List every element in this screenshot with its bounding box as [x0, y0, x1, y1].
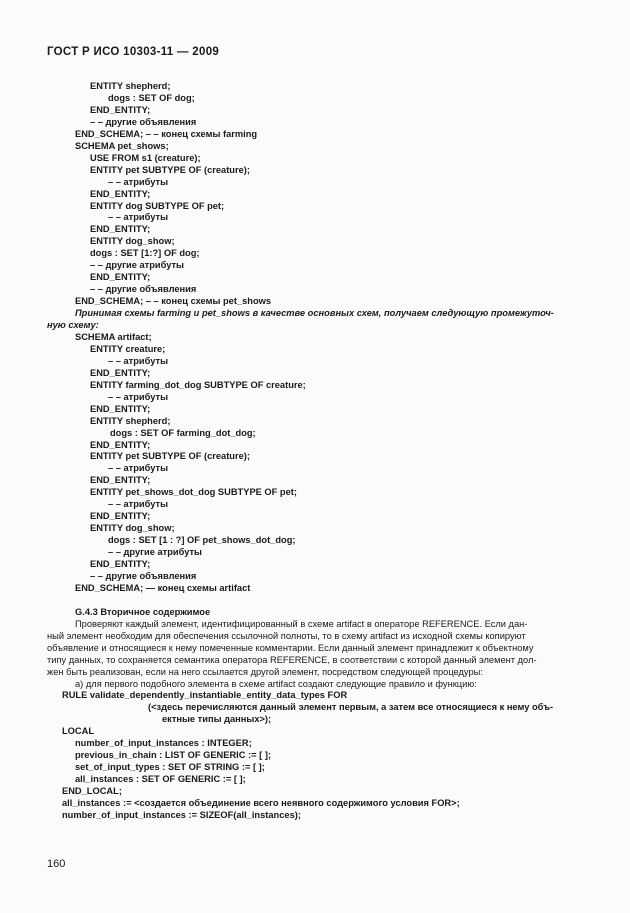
text-line: жен быть реализован, если на него ссылается другой элемент, посредством следующей процедуры: [47, 666, 483, 677]
text-line: all_instances := <создается объединение всего неявного содержимого условия FOR>; [62, 798, 460, 808]
text-line: G.4.3 Вторичное содержимое [75, 606, 211, 617]
text-line: ENTITY shepherd; [90, 415, 171, 426]
text-line: END_ENTITY; [90, 559, 151, 569]
text-line: END_ENTITY; [90, 511, 151, 522]
text-line: ный элемент необходим для обеспечения ссылочной полноты, то в схему artifact из исходной схемы копируют [47, 630, 526, 641]
text-line: END_ENTITY; [90, 403, 151, 414]
text-line: END_ENTITY; [90, 188, 151, 199]
text-line: ENTITY pet SUBTYPE OF (creature); [90, 451, 250, 462]
text-line: Проверяют каждый элемент, идентифицированный в схеме artifact в операторе REFERENCE. Если дан- [75, 618, 528, 629]
text-line: END_ENTITY; [90, 475, 151, 486]
text-line: – – атрибуты [108, 463, 169, 474]
text-line: number_of_input_instances : INTEGER; [75, 738, 252, 749]
text-line: ENTITY creature; [90, 343, 166, 354]
text-line: – – атрибуты [108, 355, 169, 366]
text-line: dogs : SET [1:?] OF dog; [90, 248, 200, 259]
text-line: ENTITY dog_show; [90, 523, 175, 534]
text-line: Принимая схемы farming и pet_shows в качестве основных схем, получаем следующую промежуточ- [75, 308, 554, 319]
text-line: – – другие атрибуты [90, 260, 184, 271]
text-line: all_instances : SET OF GENERIC := [ ]; [75, 774, 246, 785]
text-line: ENTITY shepherd; [90, 81, 171, 91]
text-line: LOCAL [62, 726, 95, 737]
text-line: RULE validate_dependently_instantiable_entity_data_types FOR [62, 690, 348, 701]
text-line: – – атрибуты [108, 499, 169, 510]
text-line: – – атрибуты [108, 176, 169, 187]
text-line: ENTITY dog SUBTYPE OF pet; [90, 200, 225, 211]
text-line: dogs : SET [1 : ?] OF pet_shows_dot_dog; [108, 535, 296, 546]
text-line: – – другие атрибуты [108, 547, 202, 558]
text-line: ектные типы данных>); [162, 714, 272, 725]
text-line: USE FROM s1 (creature); [90, 152, 201, 163]
text-line: END_ENTITY; [90, 439, 151, 450]
text-line: dogs : SET OF farming_dot_dog; [110, 427, 256, 438]
text-line: ную схему: [47, 320, 99, 330]
text-line: previous_in_chain : LIST OF GENERIC := [ ]; [75, 750, 272, 761]
text-line: END_SCHEMA; – – конец схемы pet_shows [75, 296, 272, 307]
text-line: END_SCHEMA; — конец схемы artifact [75, 582, 251, 593]
text-line: объявление и относящиеся к нему помеченные комментарии. Если данный элемент принадлежит к объектному [47, 642, 534, 653]
text-line: dogs : SET OF dog; [108, 92, 195, 103]
page-header: ГОСТ Р ИСО 10303-11 — 2009 [47, 46, 220, 58]
text-line: SCHEMA artifact; [75, 331, 152, 342]
text-line: ENTITY farming_dot_dog SUBTYPE OF creature; [90, 379, 306, 390]
text-line: END_ENTITY; [90, 104, 151, 115]
text-line: ENTITY pet_shows_dot_dog SUBTYPE OF pet; [90, 487, 297, 498]
text-line: END_LOCAL; [62, 786, 122, 797]
text-line: ENTITY dog_show; [90, 236, 175, 247]
text-line: – – другие объявления [90, 284, 197, 295]
text-line: END_ENTITY; [90, 272, 151, 283]
text-line: – – другие объявления [90, 570, 197, 581]
text-line: END_SCHEMA; – – конец схемы farming [75, 128, 258, 139]
page-number: 160 [47, 858, 66, 870]
text-line: set_of_input_types : SET OF STRING := [ ]; [75, 762, 265, 773]
text-line: END_ENTITY; [90, 367, 151, 378]
text-line: типу данных, то сохраняется семантика оператора REFERENCE, в соответствии с которой данный элемент дол- [47, 654, 537, 665]
text-line: – – другие объявления [90, 116, 197, 127]
text-line: ENTITY pet SUBTYPE OF (creature); [90, 164, 250, 175]
text-line: SCHEMA pet_shows; [75, 140, 169, 151]
text-line: END_ENTITY; [90, 224, 151, 235]
text-line: – – атрибуты [108, 391, 169, 402]
text-line: а) для первого подобного элемента в схеме artifact создают следующие правило и функцию: [75, 678, 477, 689]
text-line: number_of_input_instances := SIZEOF(all_instances); [62, 809, 301, 820]
text-line: (<здесь перечисляются данный элемент первым, а затем все относящиеся к нему объ- [148, 702, 554, 713]
text-line: – – атрибуты [108, 212, 169, 223]
